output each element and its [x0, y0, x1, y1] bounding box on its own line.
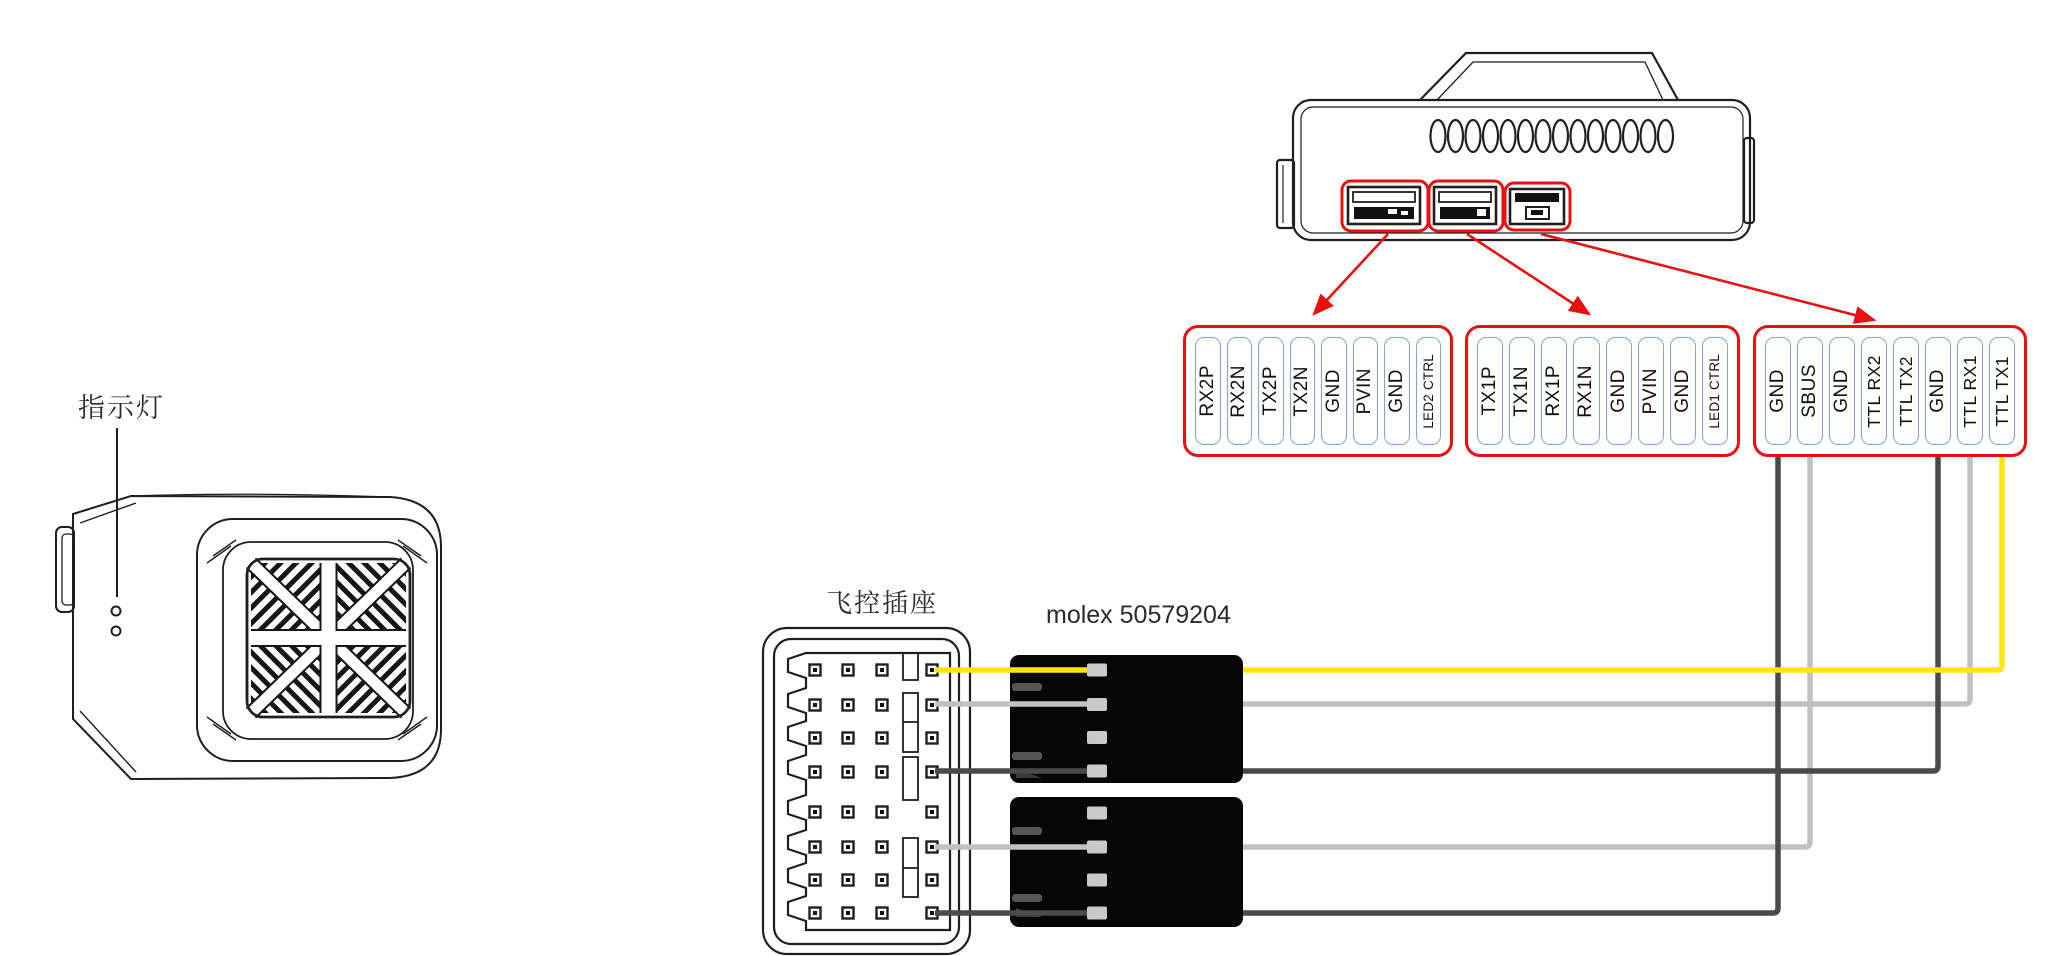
molex-crimp-tabs — [1087, 664, 1107, 920]
pin-gnd: GND — [1925, 337, 1951, 445]
molex-housing-top — [1010, 655, 1243, 783]
fc-socket-drawing — [763, 628, 970, 954]
wire-ttl-tx1 — [935, 457, 2002, 670]
pin-gnd: GND — [1765, 337, 1791, 445]
pin-rx2n: RX2N — [1227, 337, 1253, 445]
pin-ttl-rx1: TTL RX1 — [1957, 337, 1983, 445]
molex-part-label: molex 50579204 — [1046, 601, 1231, 629]
pin-rx1p: RX1P — [1541, 337, 1567, 445]
connector-port1 — [1434, 187, 1496, 224]
indicator-leds — [112, 607, 121, 636]
pin-group-port2 — [1183, 325, 1453, 457]
pin-gnd: GND — [1670, 337, 1696, 445]
fan-cross-channels — [251, 563, 406, 713]
callout-arrows — [1314, 234, 1874, 320]
pin-group-port1 — [1465, 325, 1740, 457]
wire-sbus — [935, 457, 1810, 847]
molex-housings — [1010, 655, 1243, 927]
pin-rx1n: RX1N — [1573, 337, 1599, 445]
molex-housing-bottom — [1010, 797, 1243, 927]
pin-gnd: GND — [1321, 337, 1347, 445]
pin-gnd: GND — [1384, 337, 1410, 445]
pin-group-ttl — [1753, 325, 2027, 457]
fc-socket-label: 飞控插座 — [826, 588, 939, 618]
pin-rx2p: RX2P — [1195, 337, 1221, 445]
pin-pvin: PVIN — [1353, 337, 1379, 445]
pin-tx2p: TX2P — [1258, 337, 1284, 445]
vent-holes — [1431, 120, 1674, 152]
indicator-light-label: 指示灯 — [78, 393, 165, 423]
pin-gnd: GND — [1606, 337, 1632, 445]
pin-gnd: GND — [1829, 337, 1855, 445]
pin-ttl-tx2: TTL TX2 — [1893, 337, 1919, 445]
pin-tx1n: TX1N — [1509, 337, 1535, 445]
connector-port2 — [1348, 187, 1420, 224]
left-device-drawing — [56, 428, 441, 779]
pin-tx2n: TX2N — [1290, 337, 1316, 445]
connector-ttl — [1510, 189, 1564, 224]
top-device-drawing — [1277, 53, 1874, 320]
pin-tx1p: TX1P — [1477, 337, 1503, 445]
pin-ttl-tx1: TTL TX1 — [1989, 337, 2015, 445]
pin-sbus: SBUS — [1797, 337, 1823, 445]
pin-pvin: PVIN — [1638, 337, 1664, 445]
pin-led2-ctrl: LED2 CTRL — [1416, 337, 1442, 445]
pin-led1-ctrl: LED1 CTRL — [1702, 337, 1728, 445]
pin-ttl-rx2: TTL RX2 — [1861, 337, 1887, 445]
